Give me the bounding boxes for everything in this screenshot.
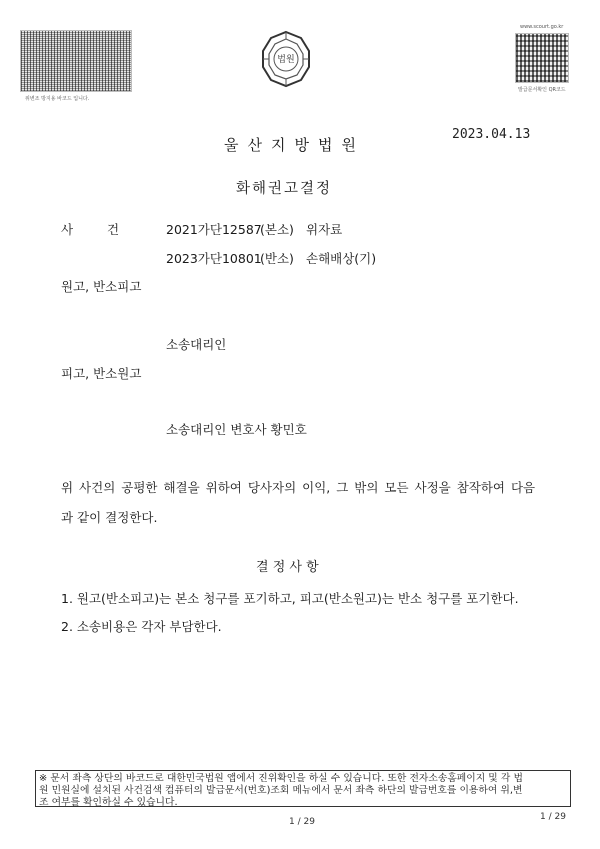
barcode-caption: 위변조 방지용 바코드 입니다. xyxy=(25,96,90,102)
plaintiff-label: 원고, 반소피고 xyxy=(61,279,142,294)
notice-line: 조 여부를 확인하실 수 있습니다. xyxy=(39,797,178,808)
case-name: 위자료 xyxy=(306,222,343,237)
verification-qr-code xyxy=(515,33,569,83)
anti-forgery-barcode xyxy=(20,30,132,92)
notice-line: 원 민원실에 설치된 사건검색 컴퓨터의 발급문서(번호)조회 메뉴에서 문서 좌측 하단의 발급번호를 이용하여 위,변 xyxy=(39,785,523,796)
document-title: 화해권고결정 xyxy=(236,181,333,197)
verification-notice xyxy=(35,770,571,807)
decision-item: 2. 소송비용은 각자 부담한다. xyxy=(61,619,222,634)
preamble-line: 과 같이 결정한다. xyxy=(61,510,158,525)
notice-line: ※ 문서 좌측 상단의 바코드로 대한민국법원 앱에서 진위확인을 하실 수 있습니다. 또한 전자소송홈페이지 및 각 법 xyxy=(39,773,523,784)
decision-heading: 결 정 사 항 xyxy=(256,560,319,575)
qr-caption: 발급문서확인 QR코드 xyxy=(518,87,566,93)
issue-date: 2023.04.13 xyxy=(452,127,531,142)
case-type: (본소) xyxy=(260,222,294,237)
court-name: 울산지방법원 xyxy=(224,136,365,154)
defendant-agent: 소송대리인 변호사 황민호 xyxy=(166,422,307,437)
page-number: 1 / 29 xyxy=(289,817,315,827)
case-label: 사 건 xyxy=(61,222,120,237)
defendant-label: 피고, 반소원고 xyxy=(61,366,142,381)
page-number-corner: 1 / 29 xyxy=(540,812,566,822)
case-number: 2023가단10801 xyxy=(166,251,262,266)
case-number: 2021가단12587 xyxy=(166,222,262,237)
qr-url: www.scourt.go.kr xyxy=(520,24,564,30)
case-name: 손해배상(기) xyxy=(306,251,377,266)
case-type: (반소) xyxy=(260,251,294,266)
plaintiff-agent-label: 소송대리인 xyxy=(166,337,227,352)
court-seal-label: 법원 xyxy=(277,55,295,65)
court-seal xyxy=(257,30,315,90)
preamble-line: 위 사건의 공평한 해결을 위하여 당사자의 이익, 그 밖의 모든 사정을 참작하여 다음 xyxy=(61,480,536,495)
decision-item: 1. 원고(반소피고)는 본소 청구를 포기하고, 피고(반소원고)는 반소 청구를 포기한다. xyxy=(61,591,519,606)
